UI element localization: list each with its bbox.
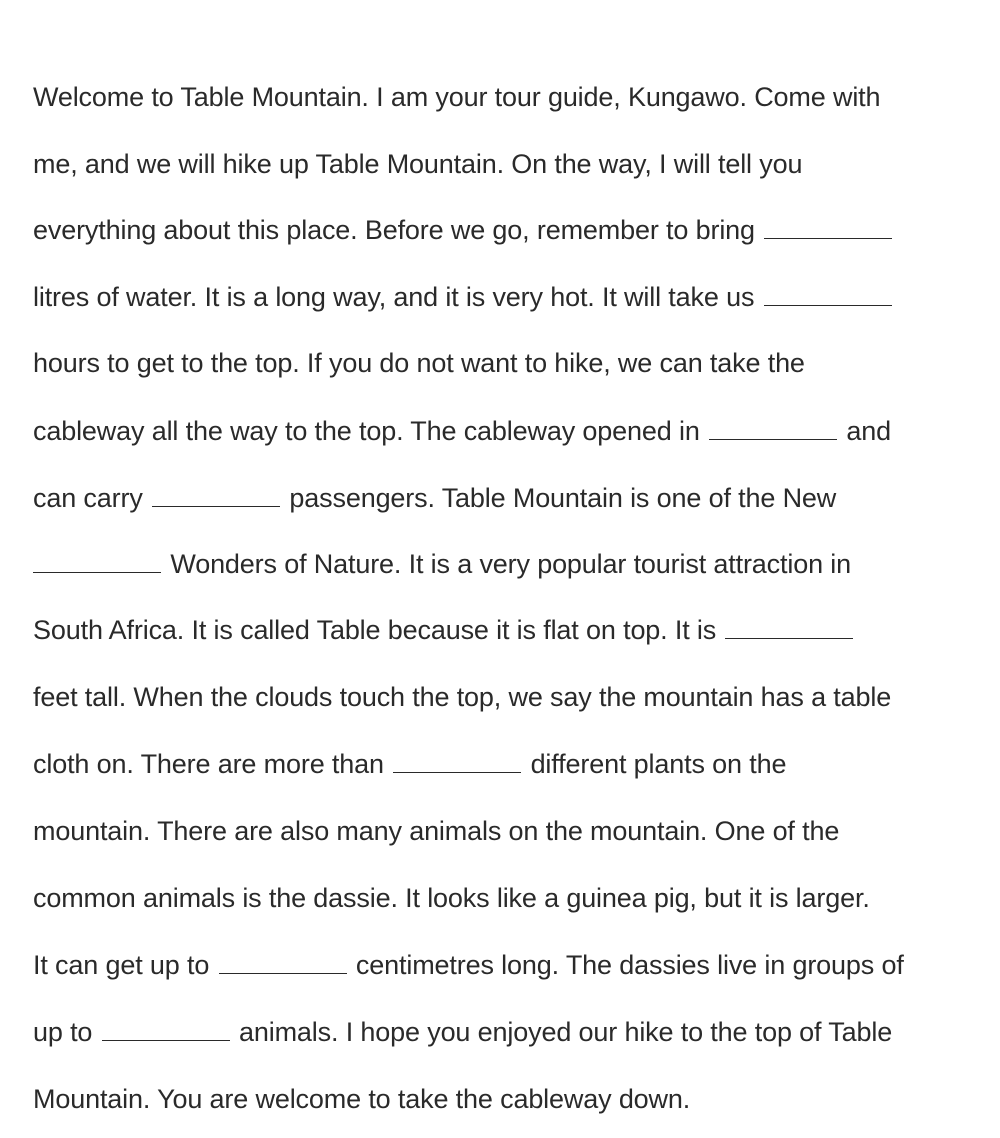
passage-text: up to: [33, 1017, 100, 1047]
passage-text: cloth on. There are more than: [33, 749, 392, 779]
passage-text: mountain. There are also many animals on the mountain. One of the: [33, 816, 840, 846]
passage-line-5: [33, 346, 983, 380]
blank-cableway-year[interactable]: [709, 417, 837, 440]
blank-water-litres[interactable]: [764, 216, 892, 239]
passage-text: Welcome to Table Mountain. I am your tour guide, Kungawo. Come with: [33, 82, 881, 112]
passage-line-8: [33, 547, 983, 581]
blank-passengers[interactable]: [152, 484, 280, 507]
passage-text: different plants on the: [523, 749, 787, 779]
passage-text: animals. I hope you enjoyed our hike to the top of Table: [231, 1017, 893, 1047]
passage-text: common animals is the dassie. It looks like a guinea pig, but it is larger.: [33, 883, 870, 913]
passage-text: feet tall. When the clouds touch the top, we say the mountain has a table: [33, 682, 892, 712]
passage-text: and: [839, 416, 891, 446]
passage-line-9: [33, 613, 983, 647]
passage-line-14: [33, 948, 983, 982]
passage-text: Wonders of Nature. It is a very popular tourist attraction in: [163, 549, 852, 579]
passage-text: passengers. Table Mountain is one of the New: [282, 483, 837, 513]
passage-line-13: [33, 881, 983, 915]
blank-height-feet[interactable]: [725, 616, 853, 639]
passage-text: It can get up to: [33, 950, 217, 980]
passage-line-16: [33, 1082, 983, 1116]
passage-line-7: [33, 481, 983, 515]
passage-text: Mountain. You are welcome to take the cableway down.: [33, 1084, 691, 1114]
passage-line-15: [33, 1015, 983, 1049]
passage-line-6: [33, 414, 983, 448]
passage-line-1: [33, 80, 983, 114]
blank-wonders-count[interactable]: [33, 550, 161, 573]
blank-group-size[interactable]: [102, 1018, 230, 1041]
passage-line-3: [33, 213, 983, 247]
passage-line-12: [33, 814, 983, 848]
blank-dassie-length[interactable]: [219, 951, 347, 974]
passage-text: hours to get to the top. If you do not want to hike, we can take the: [33, 348, 805, 378]
passage-line-2: [33, 147, 983, 181]
passage-text: cableway all the way to the top. The cableway opened in: [33, 416, 708, 446]
passage-text: litres of water. It is a long way, and it is very hot. It will take us: [33, 282, 762, 312]
passage-line-11: [33, 747, 983, 781]
passage-text: South Africa. It is called Table because it is flat on top. It is: [33, 615, 724, 645]
passage-text: can carry: [33, 483, 151, 513]
blank-hike-hours[interactable]: [764, 283, 892, 306]
passage-line-10: [33, 680, 983, 714]
passage-line-4: [33, 280, 983, 314]
passage-text: me, and we will hike up Table Mountain. On the way, I will tell you: [33, 149, 803, 179]
passage-text: centimetres long. The dassies live in groups of: [348, 950, 904, 980]
passage-text: everything about this place. Before we go, remember to bring: [33, 215, 763, 245]
blank-plants-count[interactable]: [393, 750, 521, 773]
